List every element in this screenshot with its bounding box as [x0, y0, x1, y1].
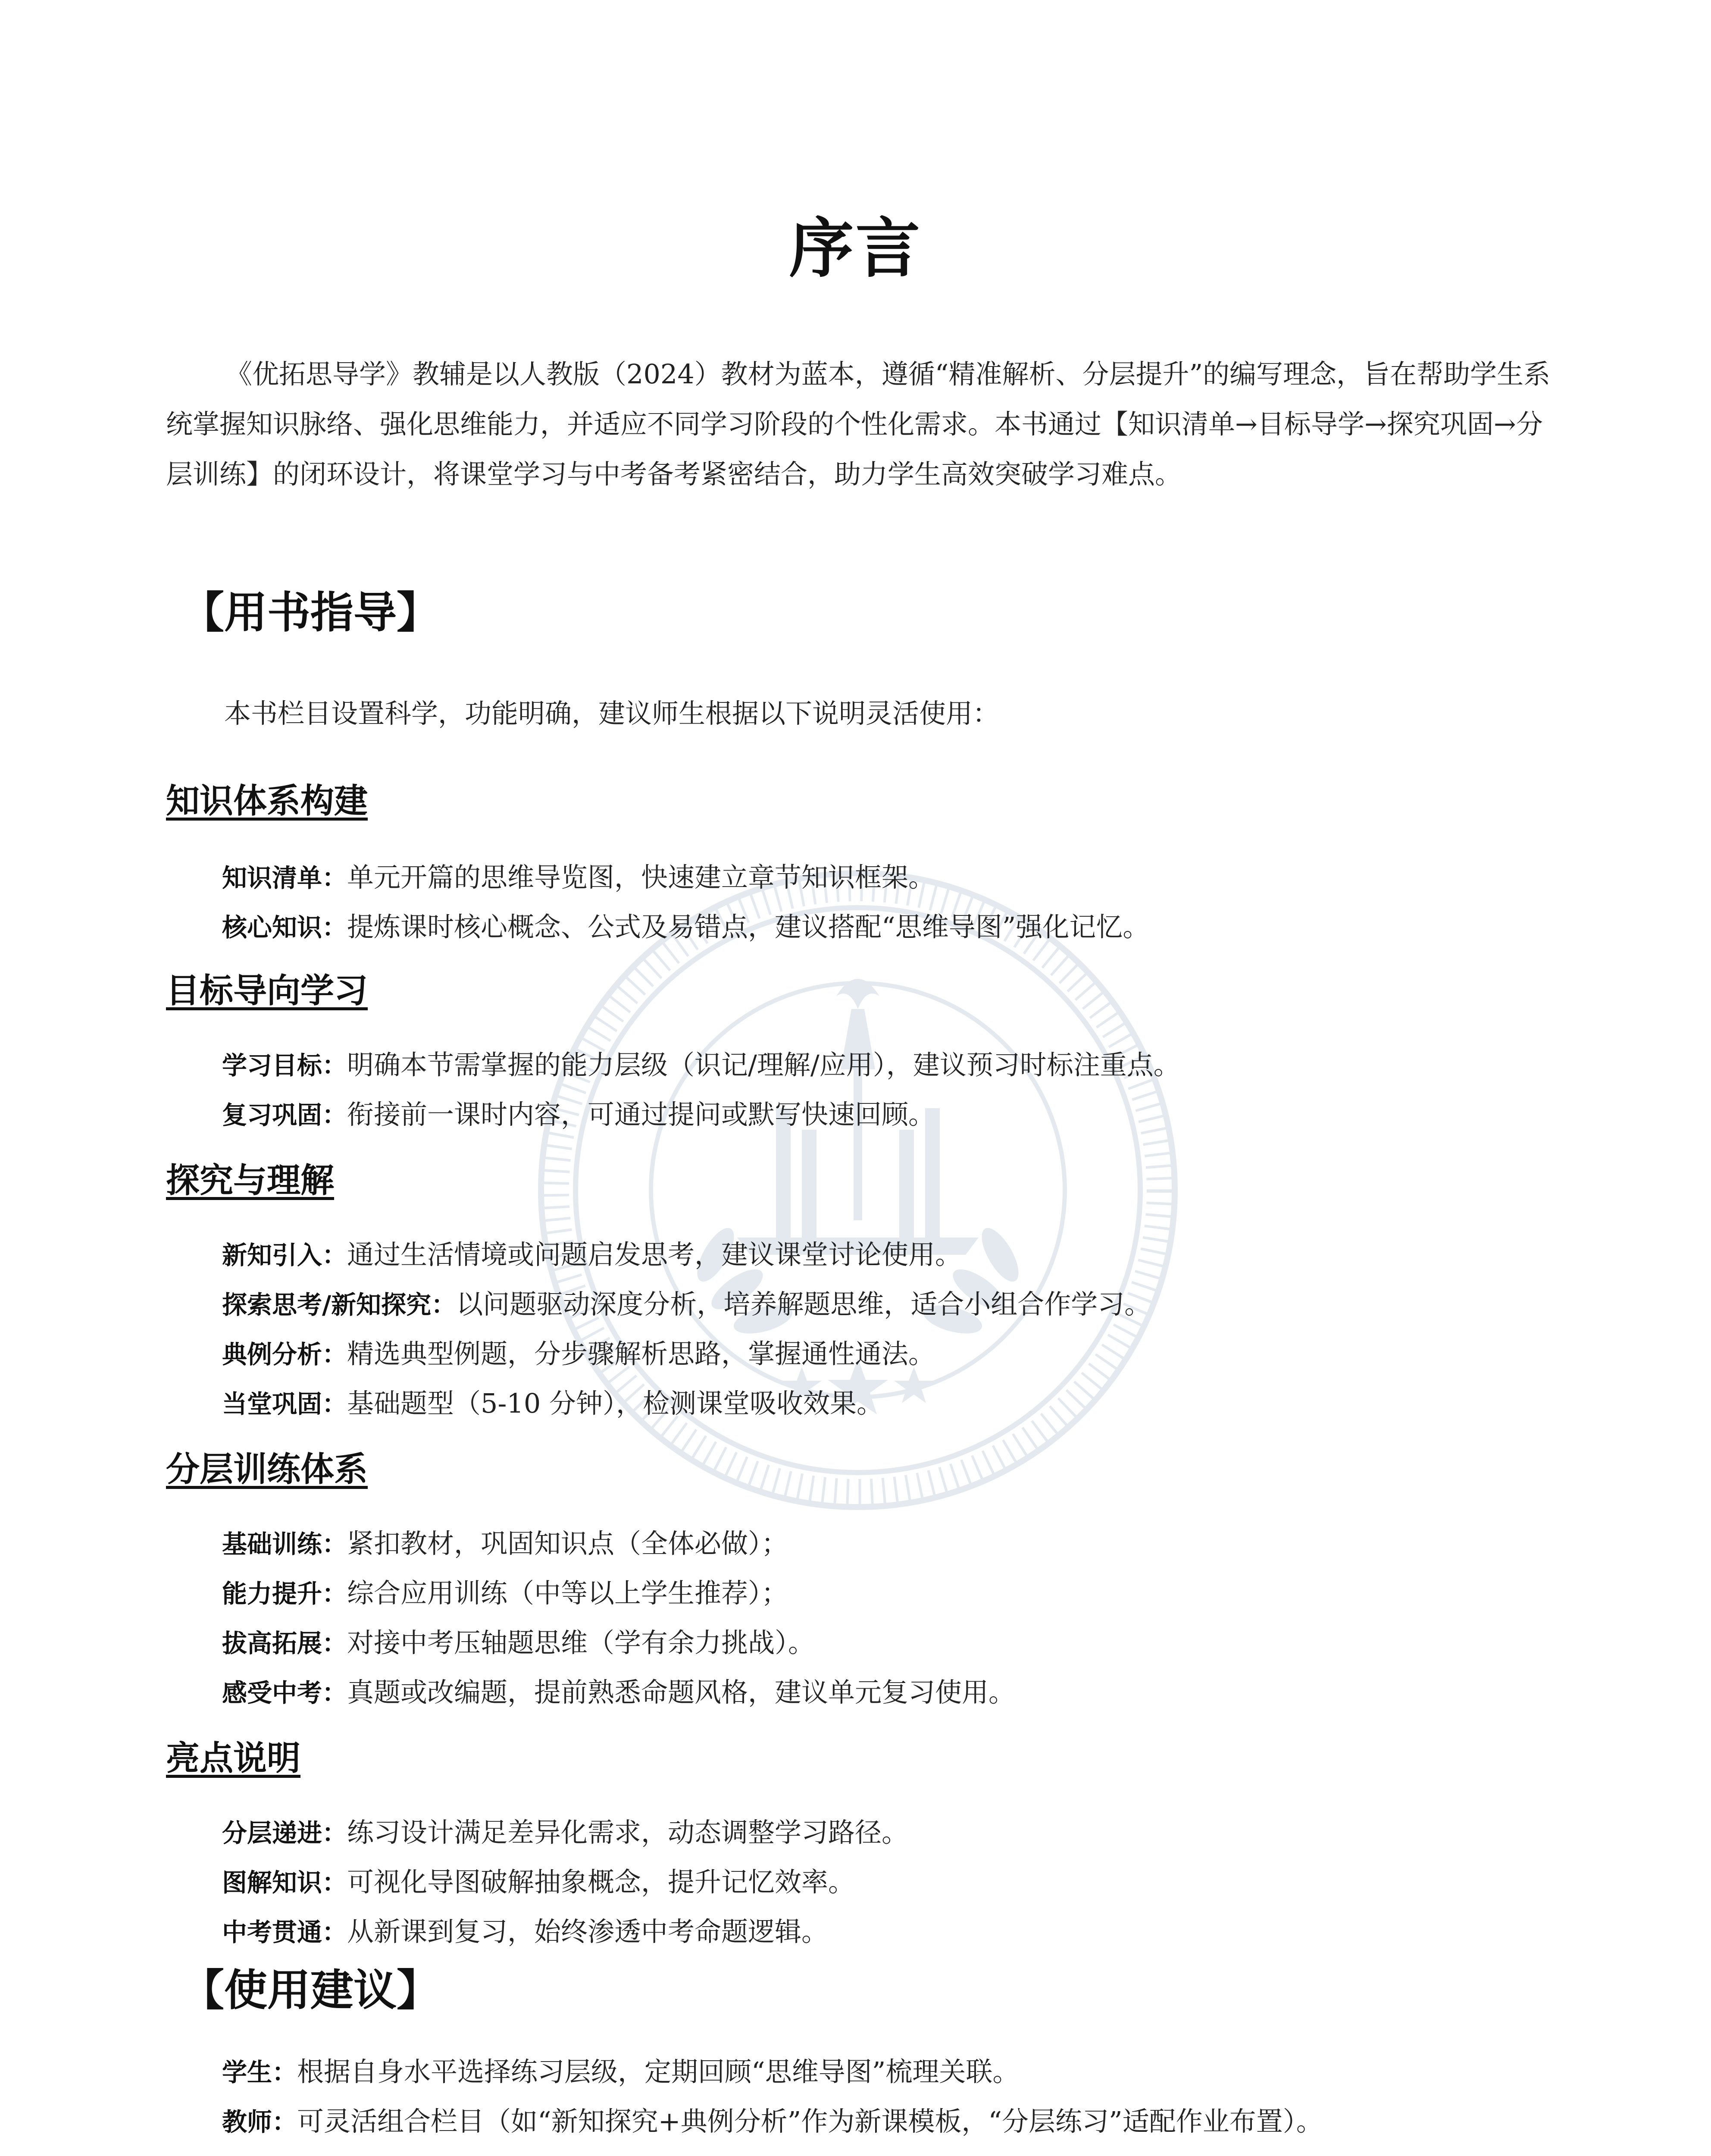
item-text: 通过生活情境或问题启发思考，建议课堂讨论使用。 — [347, 1239, 962, 1270]
item-text: 从新课到复习，始终渗透中考命题逻辑。 — [347, 1916, 829, 1947]
item-label: 感受中考： — [222, 1678, 347, 1708]
item-text: 根据自身水平选择练习层级，定期回顾“思维导图”梳理关联。 — [297, 2056, 1020, 2087]
item-text: 基础题型（5-10 分钟），检测课堂吸收效果。 — [347, 1388, 884, 1419]
list-item — [222, 1332, 935, 1371]
item-text: 以问题驱动深度分析，培养解题思维，适合小组合作学习。 — [456, 1288, 1151, 1320]
item-text: 衔接前一课时内容，可通过提问或默写快速回顾。 — [347, 1099, 935, 1130]
list-item — [222, 906, 1149, 944]
list-item — [222, 1671, 1015, 1709]
item-label: 探索思考/新知探究： — [222, 1290, 457, 1319]
item-text: 单元开篇的思维导览图，快速建立章节知识框架。 — [347, 862, 935, 893]
item-label: 基础训练： — [222, 1529, 347, 1559]
usage-heading: 【使用建议】 — [181, 1965, 440, 2015]
item-label: 能力提升： — [222, 1579, 347, 1608]
item-text: 可灵活组合栏目（如“新知探究+典例分析”作为新课模板，“分层练习”适配作业布置）。 — [297, 2106, 1323, 2137]
list-item — [222, 856, 935, 894]
item-label: 拔高拓展： — [222, 1629, 347, 1658]
list-item — [222, 1283, 1151, 1321]
guide-lead-text: 本书栏目设置科学，功能明确，建议师生根据以下说明灵活使用： — [224, 698, 1000, 729]
section-heading: 亮点说明 — [166, 1739, 301, 1778]
section-heading: 探究与理解 — [166, 1161, 335, 1200]
item-label: 学习目标： — [222, 1051, 347, 1080]
list-item — [222, 1044, 1180, 1082]
list-item — [222, 1861, 855, 1899]
list-item — [222, 2050, 1019, 2089]
item-text: 精选典型例题，分步骤解析思路，掌握通性通法。 — [347, 1338, 935, 1369]
item-text: 综合应用训练（中等以上学生推荐）； — [347, 1577, 788, 1609]
item-label: 典例分析： — [222, 1340, 347, 1369]
section-heading: 分层训练体系 — [166, 1450, 368, 1489]
list-item — [222, 1621, 815, 1660]
intro-paragraph: 《优拓思导学》教辅是以人教版（2024）教材为蓝本，遵循“精准解析、分层提升”的编写理念，旨在帮助学生系统掌握知识脉络、强化思维能力，并适应不同学习阶段的个性化需求。本书通过【知识清单→目标导学→探究巩固→分层训练】的闭环设计，将课堂学习与中考备考紧密结合，助力学生高效突破学习难点。 — [166, 358, 1551, 490]
item-text: 练习设计满足差异化需求，动态调整学习路径。 — [347, 1817, 909, 1848]
item-label: 学生： — [222, 2058, 297, 2087]
item-label: 教师： — [222, 2107, 297, 2137]
item-label: 中考贯通： — [222, 1918, 347, 1947]
item-label: 分层递进： — [222, 1818, 347, 1848]
list-item — [222, 1910, 828, 1949]
list-item — [222, 1572, 788, 1610]
list-item — [222, 1382, 883, 1420]
guide-heading: 【用书指导】 — [181, 587, 440, 638]
item-text: 对接中考压轴题思维（学有余力挑战）。 — [347, 1627, 815, 1658]
item-text: 可视化导图破解抽象概念，提升记忆效率。 — [347, 1866, 855, 1898]
item-text: 真题或改编题，提前熟悉命题风格，建议单元复习使用。 — [347, 1677, 1016, 1708]
item-label: 知识清单： — [222, 863, 347, 893]
item-label: 图解知识： — [222, 1868, 347, 1897]
item-label: 复习巩固： — [222, 1100, 347, 1130]
list-item — [222, 1233, 962, 1272]
section-heading: 目标导向学习 — [166, 971, 368, 1010]
item-text: 紧扣教材，巩固知识点（全体必做）； — [347, 1528, 788, 1559]
item-label: 新知引入： — [222, 1241, 347, 1270]
list-item — [222, 1093, 935, 1131]
page-title: 序言 — [789, 211, 922, 286]
list-item — [222, 2100, 1323, 2138]
list-item — [222, 1811, 908, 1849]
list-item — [222, 1522, 788, 1561]
item-label: 核心知识： — [222, 913, 347, 942]
item-text: 提炼课时核心概念、公式及易错点，建议搭配“思维导图”强化记忆。 — [347, 911, 1150, 943]
section-heading: 知识体系构建 — [166, 782, 368, 821]
item-text: 明确本节需掌握的能力层级（识记/理解/应用），建议预习时标注重点。 — [347, 1049, 1180, 1081]
item-label: 当堂巩固： — [222, 1389, 347, 1419]
